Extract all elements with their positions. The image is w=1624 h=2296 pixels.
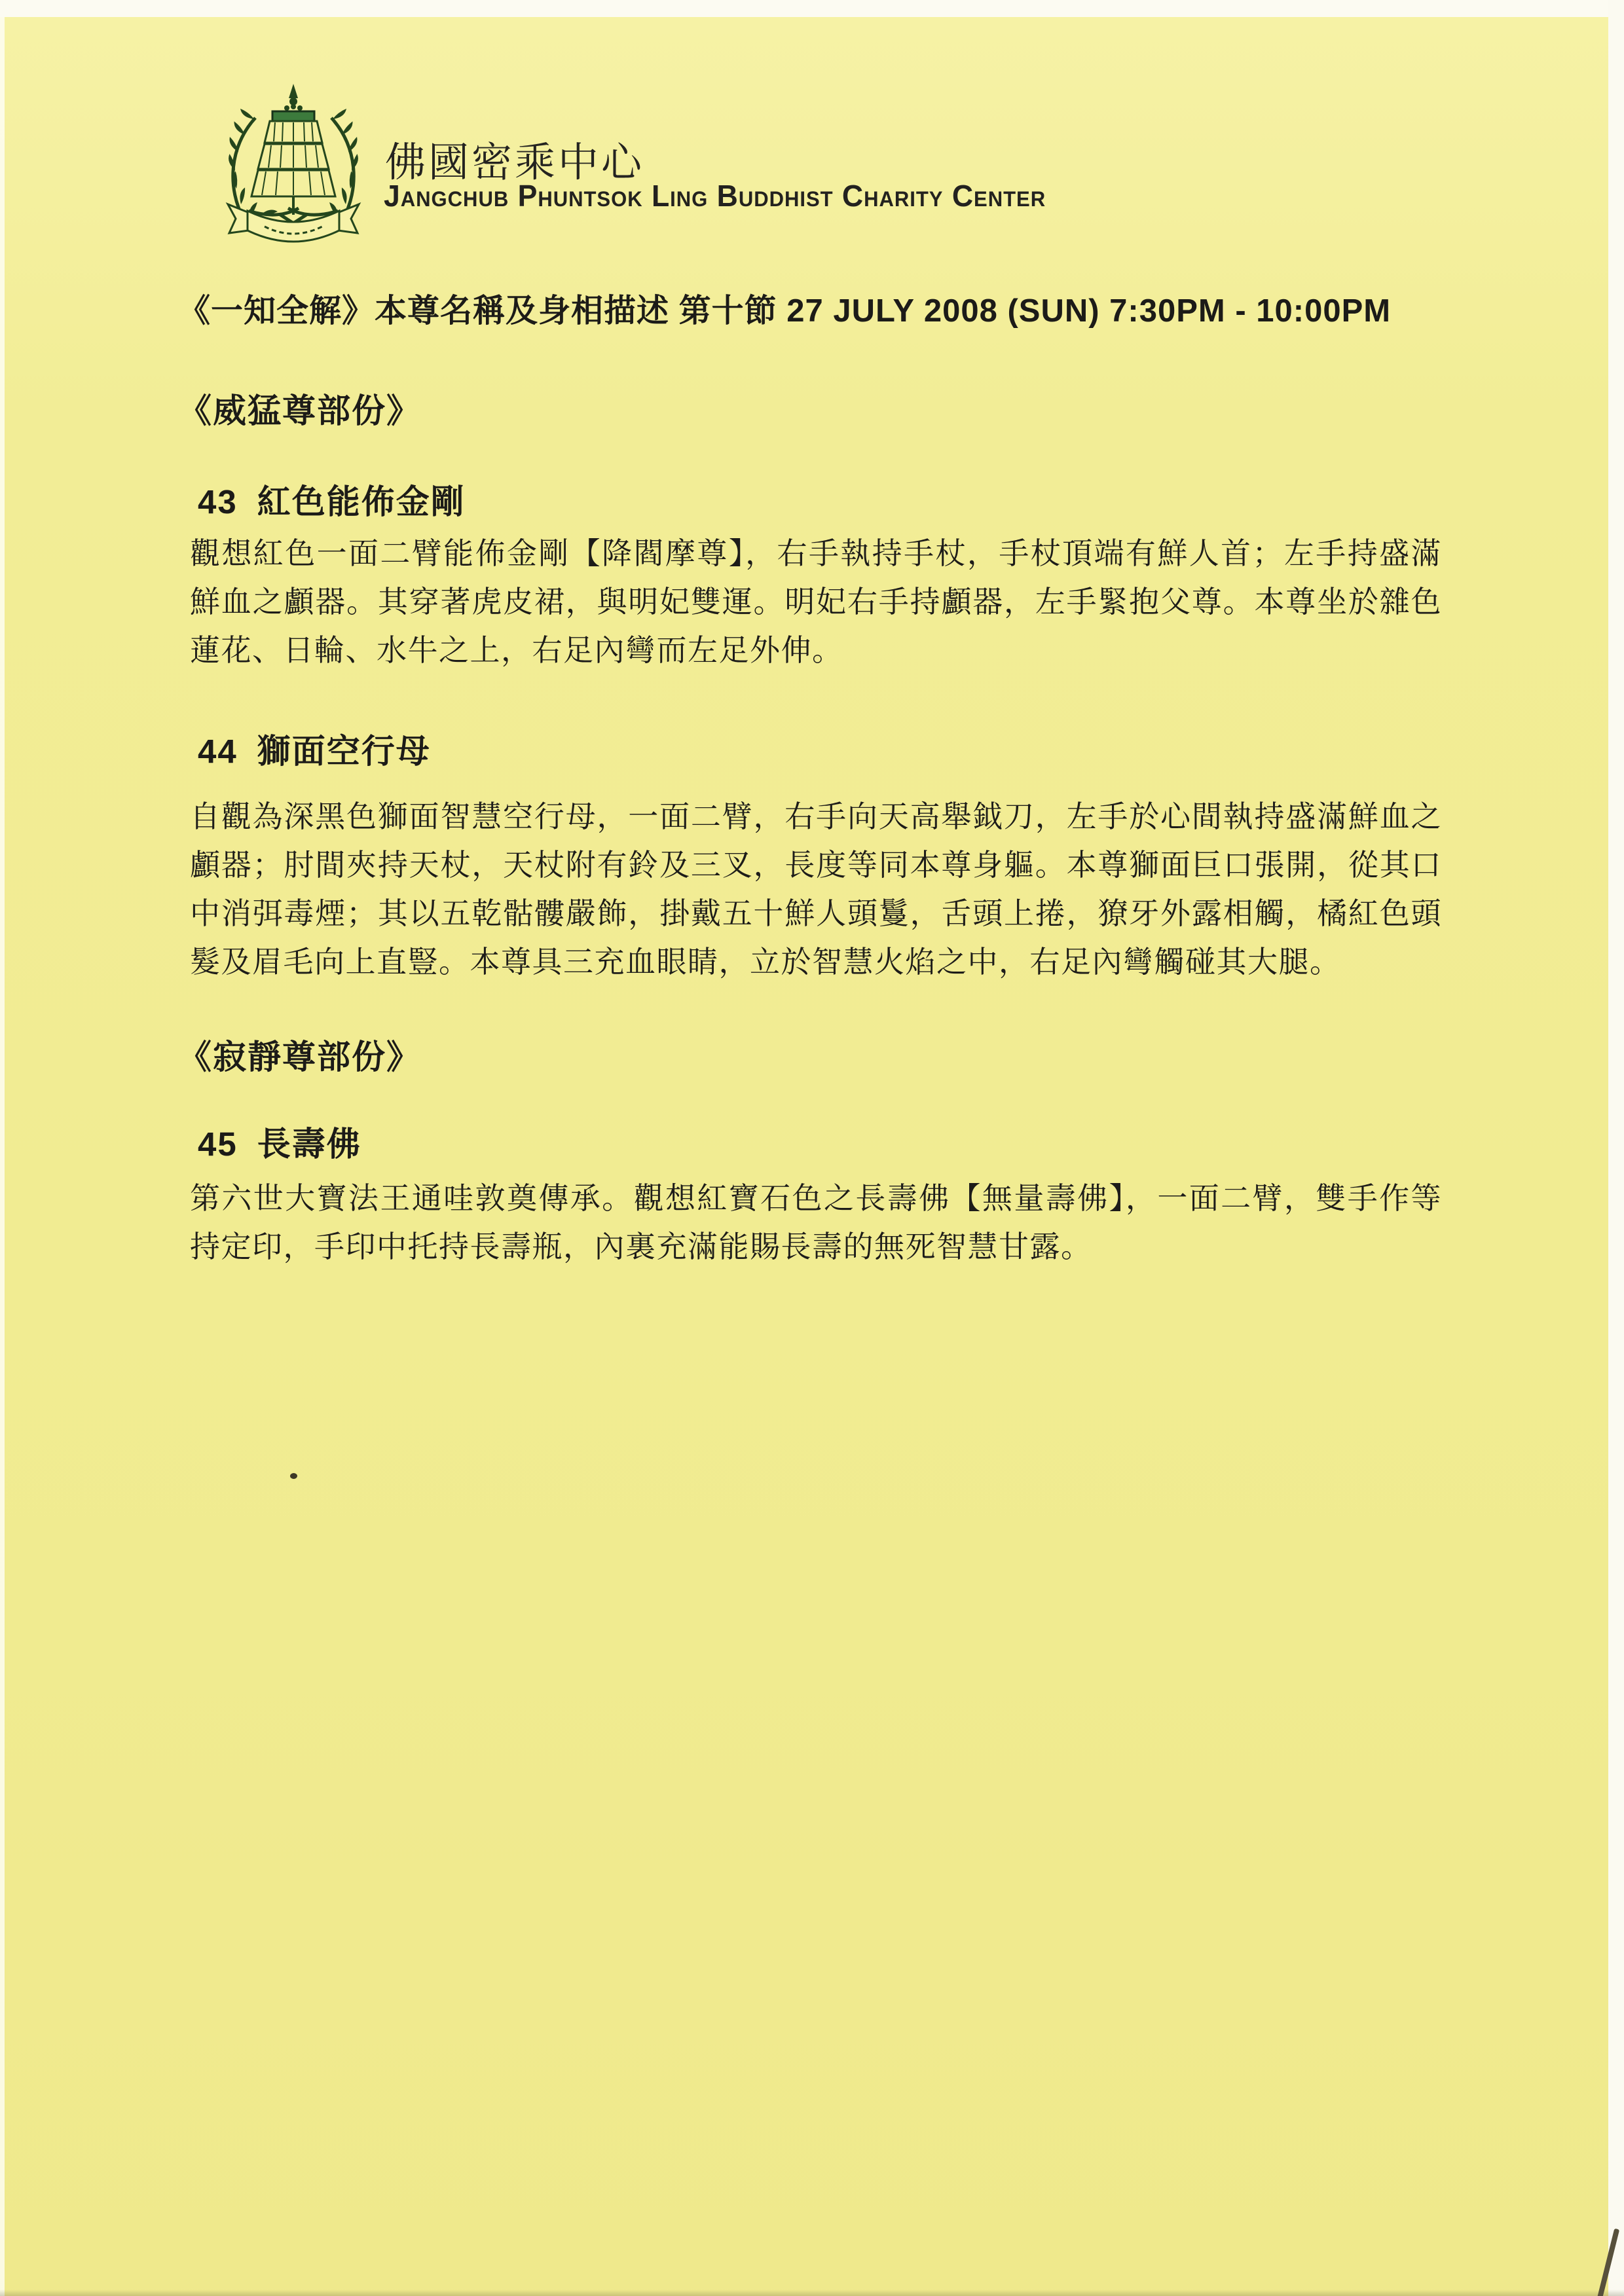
scan-edge-right <box>1608 0 1624 2296</box>
item-body-44: 自觀為深黑色獅面智慧空行母，一面二臂，右手向天高舉鉞刀，左手於心間執持盛滿鮮血之顱器；肘間夾持天杖，天杖附有鈴及三叉，長度等同本尊身軀。本尊獅面巨口張開，從其口中消弭毒煙；其以五乾骷髏嚴飾，掛戴五十鮮人頭鬘，舌頭上捲，獠牙外露相觸，橘紅色頭髮及眉毛向上直豎。本尊具三充血眼睛，立於智慧火焰之中，右足內彎觸碰其大腿。 <box>190 799 1442 979</box>
item-number: 44 <box>198 733 238 770</box>
item-number: 43 <box>198 483 238 520</box>
section-heading-wrathful: 《威猛尊部份》 <box>178 392 422 429</box>
org-name-english: Jangchub Phuntsok Ling Buddhist Charity Center <box>384 179 1046 213</box>
document-title: 《一知全解》本尊名稱及身相描述 第十節 27 JULY 2008 (SUN) 7:30PM - 10:00PM <box>178 293 1392 329</box>
item-number: 45 <box>198 1125 238 1163</box>
item-heading-43 <box>198 475 466 523</box>
item-heading-45 <box>198 1117 361 1165</box>
section-heading-peaceful: 《寂靜尊部份》 <box>178 1038 422 1076</box>
item-body-43: 觀想紅色一面二臂能佈金剛【降閻摩尊】，右手執持手杖，手杖頂端有鮮人首；左手持盛滿鮮血之顱器。其穿著虎皮裙，與明妃雙運。明妃右手持顱器，左手緊抱父尊。本尊坐於雜色蓮花、日輪、水牛之上，右足內彎而左足外伸。 <box>190 536 1442 667</box>
scan-edge-top <box>0 0 1624 17</box>
item-heading-44 <box>198 724 431 773</box>
item-body-45: 第六世大寶法王通哇敦奠傳承。觀想紅寶石色之長壽佛【無量壽佛】，一面二臂，雙手作等持定印，手印中托持長壽瓶，內裏充滿能賜長壽的無死智慧甘露。 <box>190 1181 1442 1264</box>
item-name: 長壽佛 <box>257 1125 361 1163</box>
scan-edge-left <box>0 17 5 2296</box>
item-name: 獅面空行母 <box>257 733 431 770</box>
org-name-chinese: 佛國密乘中心 <box>385 141 645 185</box>
stupa-wreath-logo-icon <box>215 80 372 245</box>
item-name: 紅色能佈金剛 <box>257 483 466 520</box>
ink-dot-artifact <box>290 1473 297 1479</box>
scan-edge-bottom <box>0 2289 1624 2296</box>
